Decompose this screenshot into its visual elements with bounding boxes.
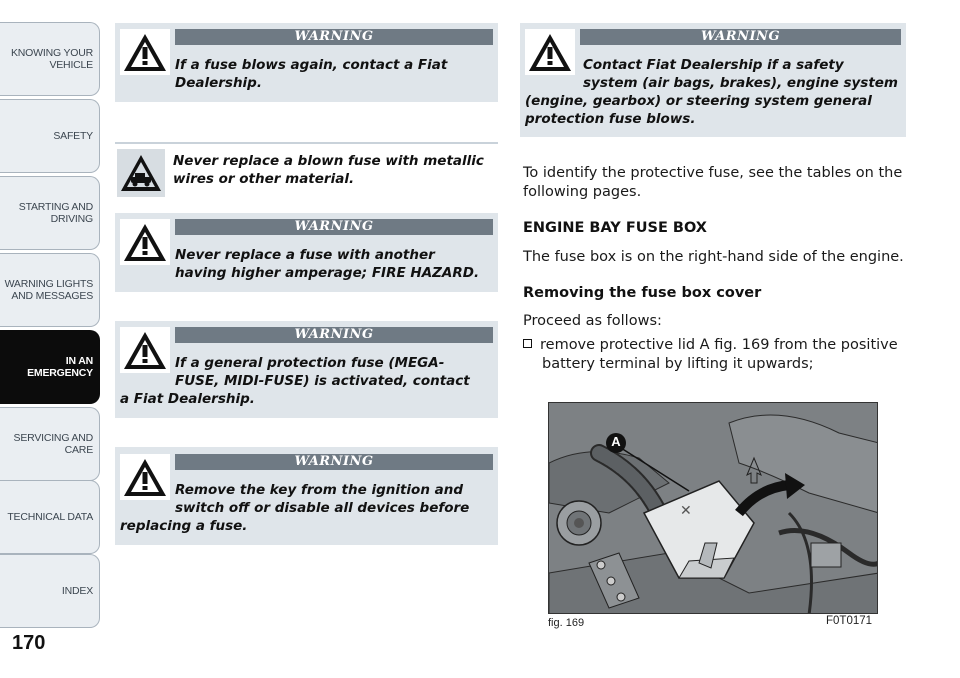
- heading-removing-cover: Removing the fuse box cover: [523, 285, 762, 301]
- car-service-icon: [117, 149, 165, 197]
- svg-text:✕: ✕: [680, 503, 692, 519]
- figure-code: F0T0171: [826, 615, 873, 627]
- tab-knowing-your-vehicle[interactable]: KNOWING YOUR VEHICLE: [0, 22, 100, 96]
- heading-engine-bay-fuse-box: ENGINE BAY FUSE BOX: [523, 220, 707, 236]
- callout-label-a: A: [611, 434, 621, 449]
- warning-triangle-icon: [120, 29, 170, 75]
- tab-starting-and-driving[interactable]: STARTING AND DRIVING: [0, 176, 100, 250]
- page-number: 170: [12, 632, 46, 654]
- warning-triangle-icon: [120, 219, 170, 265]
- warning-header: WARNING: [580, 29, 901, 45]
- warning-text: If a general protection fuse (MEGA- FUSE, MIDI-FUSE) is activated, contact a Fiat Dealership.: [120, 355, 470, 407]
- engine-bay-illustration: [549, 403, 878, 614]
- figure-caption: fig. 169: [548, 617, 585, 629]
- warning-text: Contact Fiat Dealership if a safety system (air bags, brakes), engine system (engine, gearbox) or steering system general protection fuse blows.: [525, 57, 899, 127]
- tab-in-an-emergency[interactable]: IN AN EMERGENCY: [0, 330, 100, 404]
- warning-header: WARNING: [175, 327, 493, 343]
- warning-box-remove-key: [115, 447, 498, 545]
- warning-box-fuse-blows-again: [115, 23, 498, 102]
- warning-box-general-protection-fuse: [115, 321, 498, 418]
- tab-safety[interactable]: SAFETY: [0, 99, 100, 173]
- warning-header: WARNING: [175, 219, 493, 235]
- tab-servicing-and-care[interactable]: SERVICING AND CARE: [0, 407, 100, 481]
- tab-warning-lights[interactable]: WARNING LIGHTS AND MESSAGES: [0, 253, 100, 327]
- warning-text: Remove the key from the ignition and switch off or disable all devices before replacing a fuse.: [120, 482, 470, 534]
- note-box-metallic-wires: [115, 144, 498, 202]
- engine-bay-fuse-box-figure: [548, 402, 878, 614]
- fuse-box-location-text: The fuse box is on the right-hand side of the engine.: [523, 249, 904, 265]
- warning-header: WARNING: [175, 29, 493, 45]
- warning-text: Never replace a fuse with another having higher amperage; FIRE HAZARD.: [175, 247, 480, 281]
- warning-box-higher-amperage: [115, 213, 498, 292]
- tab-index[interactable]: INDEX: [0, 554, 100, 628]
- bullet-text: remove protective lid A fig. 169 from the positive battery terminal by lifting it upwards;: [540, 337, 898, 372]
- bullet-checkbox-icon: [523, 339, 532, 348]
- proceed-text: Proceed as follows:: [523, 313, 662, 329]
- intro-paragraph: To identify the protective fuse, see the tables on the following pages.: [523, 165, 903, 200]
- warning-header: WARNING: [175, 454, 493, 470]
- note-text: Never replace a blown fuse with metallic wires or other material.: [173, 153, 484, 187]
- tab-technical-data[interactable]: TECHNICAL DATA: [0, 480, 100, 554]
- warning-text: If a fuse blows again, contact a Fiat Dealership.: [175, 57, 448, 91]
- warning-box-safety-system: [520, 23, 906, 137]
